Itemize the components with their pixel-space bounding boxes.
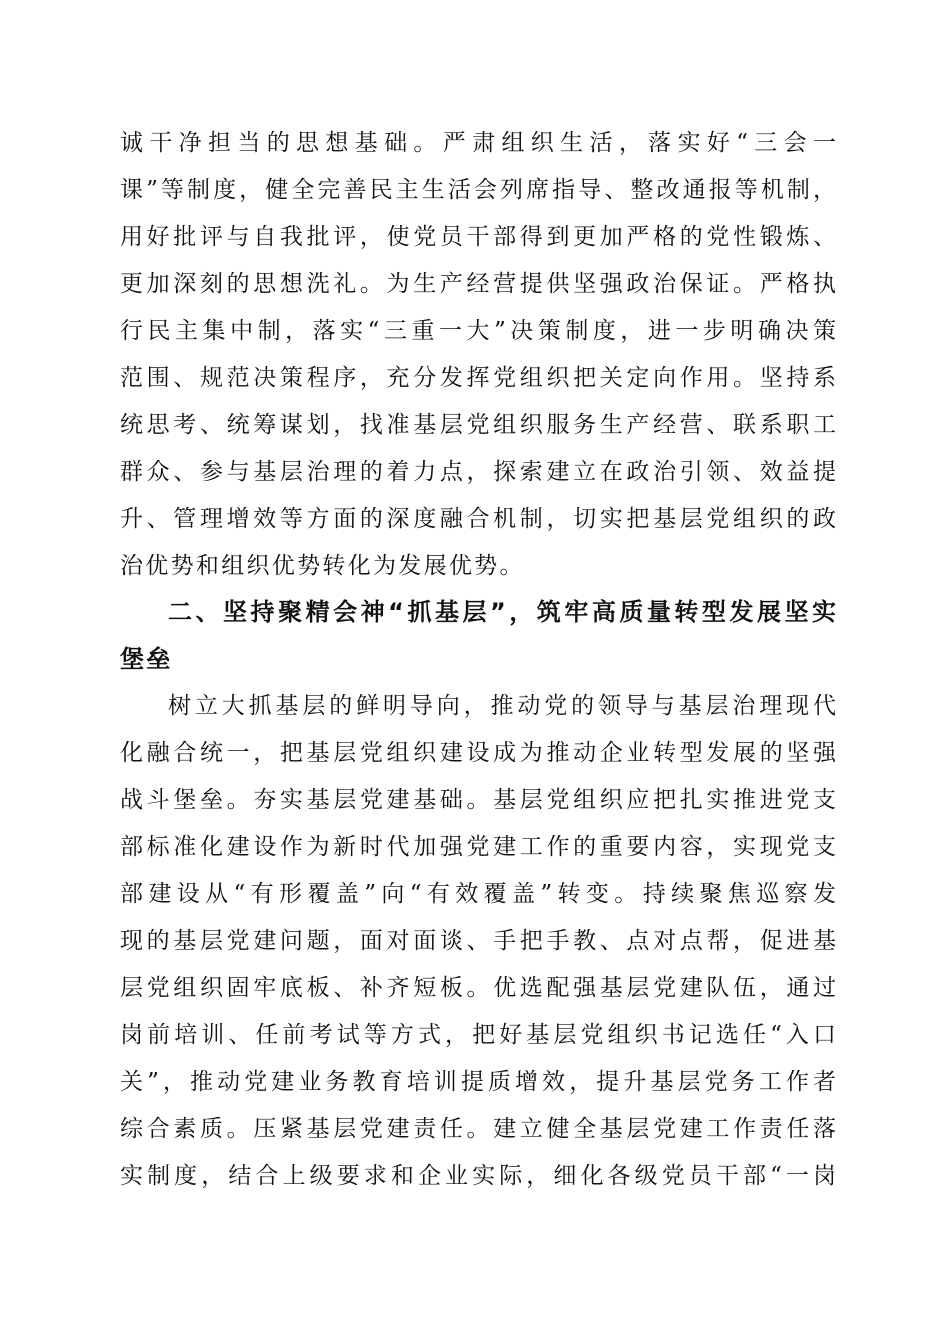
paragraph-continued [120, 120, 836, 590]
paragraph-line: 群众、参与基层治理的着力点，探索建立在政治引领、效益提 [120, 459, 836, 485]
paragraph-line: 部标准化建设作为新时代加强党建工作的重要内容，实现党支 [120, 834, 836, 860]
paragraph-line: 诚干净担当的思想基础。严肃组织生活，落实好“三会一 [120, 130, 836, 156]
paragraph-line: 部建设从“有形覆盖”向“有效覆盖”转变。持续聚焦巡察发 [120, 881, 836, 907]
heading-line-last: 堡垒 [120, 645, 173, 673]
paragraph-line: 范围、规范决策程序，充分发挥党组织把关定向作用。坚持系 [120, 365, 836, 391]
paragraph-line: 更加深刻的思想洗礼。为生产经营提供坚强政治保证。严格执 [120, 271, 836, 297]
paragraph-line: 实制度，结合上级要求和企业实际，细化各级党员干部“一岗 [120, 1163, 836, 1189]
heading-line: 二、坚持聚精会神“抓基层”，筑牢高质量转型发展坚实 [168, 598, 836, 626]
paragraph-line: 化融合统一，把基层党组织建设成为推动企业转型发展的坚强 [120, 740, 836, 766]
paragraph-line: 岗前培训、任前考试等方式，把好基层党组织书记选任“入口 [120, 1022, 836, 1048]
paragraph-line-last: 治优势和组织优势转化为发展优势。 [120, 553, 525, 579]
paragraph-line: 行民主集中制，落实“三重一大”决策制度，进一步明确决策 [120, 318, 836, 344]
paragraph-line: 综合素质。压紧基层党建责任。建立健全基层党建工作责任落 [120, 1116, 836, 1142]
paragraph-line: 用好批评与自我批评，使党员干部得到更加严格的党性锻炼、 [120, 224, 836, 250]
paragraph-line: 升、管理增效等方面的深度融合机制，切实把基层党组织的政 [120, 506, 836, 532]
paragraph-line: 统思考、统筹谋划，找准基层党组织服务生产经营、联系职工 [120, 412, 836, 438]
paragraph-line: 现的基层党建问题，面对面谈、手把手教、点对点帮，促进基 [120, 928, 836, 954]
paragraph-line: 战斗堡垒。夯实基层党建基础。基层党组织应把扎实推进党支 [120, 787, 836, 813]
paragraph-first-line: 树立大抓基层的鲜明导向，推动党的领导与基层治理现代 [168, 693, 836, 719]
paragraph-line: 课”等制度，健全完善民主生活会列席指导、整改通报等机制， [120, 177, 836, 203]
paragraph-line: 层党组织固牢底板、补齐短板。优选配强基层党建队伍，通过 [120, 975, 836, 1001]
section-paragraph [120, 683, 836, 1200]
section-heading [120, 589, 836, 683]
paragraph-line: 关”，推动党建业务教育培训提质增效，提升基层党务工作者 [120, 1069, 836, 1095]
